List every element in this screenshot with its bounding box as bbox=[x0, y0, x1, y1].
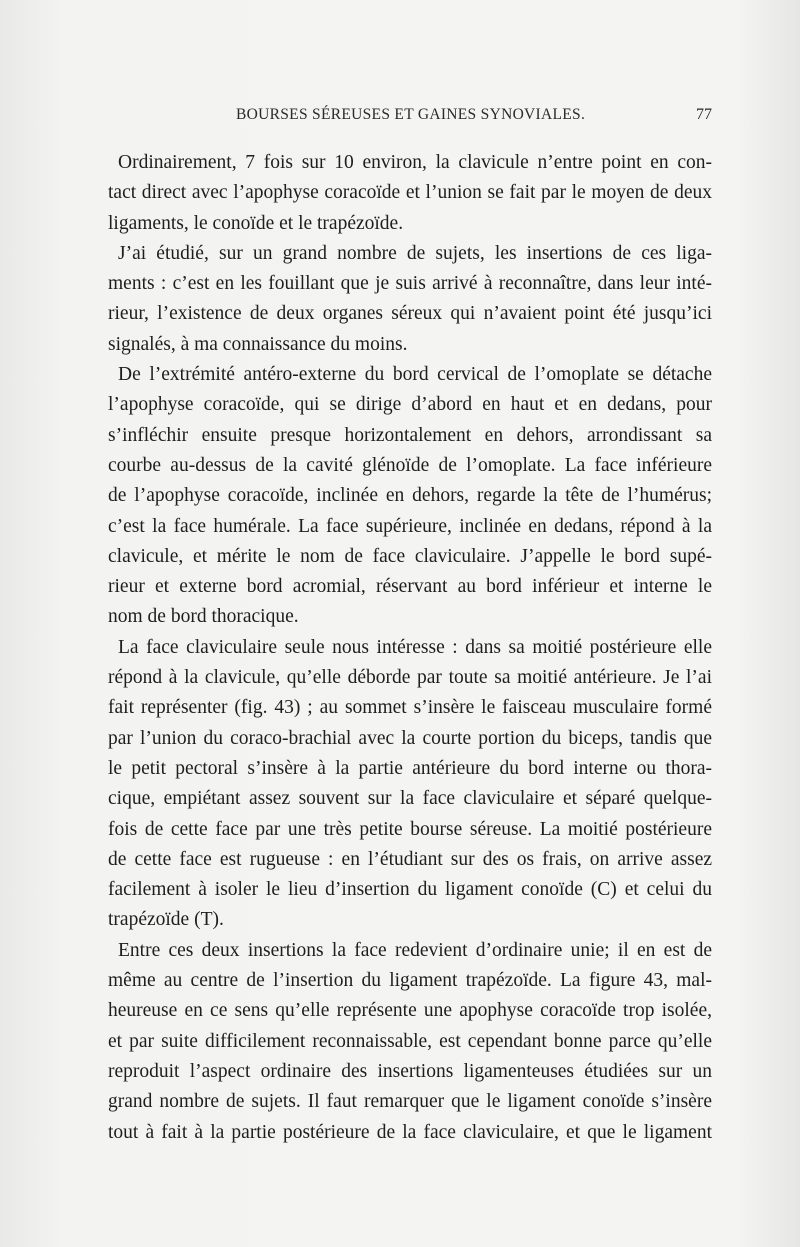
running-title: BOURSES SÉREUSES ET GAINES SYNOVIALES. bbox=[236, 106, 586, 123]
running-head bbox=[108, 106, 712, 130]
paragraph-4 bbox=[108, 633, 712, 936]
text-line: rieur, l’existence de deux organes séreux qui n’avaient point été jusqu’ici bbox=[108, 303, 712, 325]
text-line: ments : c’est en les fouillant que je suis arrivé à reconnaître, dans leur inté- bbox=[108, 273, 712, 295]
text-line: tact direct avec l’apophyse coracoïde et l’union se fait par le moyen de deux bbox=[108, 182, 712, 204]
text-line: J’ai étudié, sur un grand nombre de sujets, les insertions de ces liga- bbox=[118, 242, 712, 264]
paragraph-1 bbox=[108, 148, 712, 239]
text-line: grand nombre de sujets. Il faut remarquer que le ligament conoïde s’insère bbox=[108, 1091, 712, 1113]
text-line: De l’extrémité antéro-externe du bord cervical de l’omoplate se détache bbox=[118, 364, 712, 386]
text-line: et par suite difficilement reconnaissable, est cependant bonne parce qu’elle bbox=[108, 1030, 712, 1052]
text-line: Entre ces deux insertions la face redevient d’ordinaire unie; il en est de bbox=[118, 939, 712, 961]
text-line: signalés, à ma connaissance du moins. bbox=[108, 333, 408, 355]
text-line: La face claviculaire seule nous intéresse : dans sa moitié postérieure elle bbox=[118, 636, 712, 658]
text-line: courbe au-dessus de la cavité glénoïde de l’omoplate. La face inférieure bbox=[108, 454, 712, 476]
text-line: tout à fait à la partie postérieure de la face claviculaire, et que le ligament bbox=[108, 1121, 712, 1143]
text-line: le petit pectoral s’insère à la partie antérieure du bord interne ou thora- bbox=[108, 757, 712, 779]
text-line: facilement à isoler le lieu d’insertion du ligament conoïde (C) et celui du bbox=[108, 879, 712, 901]
text-line: fait représenter (fig. 43) ; au sommet s’insère le faisceau musculaire formé bbox=[108, 697, 712, 719]
text-line: cique, empiétant assez souvent sur la face claviculaire et séparé quelque- bbox=[108, 788, 712, 810]
text-line: reproduit l’aspect ordinaire des insertions ligamenteuses étudiées sur un bbox=[108, 1060, 712, 1082]
text-line: même au centre de l’insertion du ligament trapézoïde. La figure 43, mal- bbox=[108, 970, 712, 992]
text-line: Ordinairement, 7 fois sur 10 environ, la clavicule n’entre point en con- bbox=[118, 152, 712, 173]
text-line: par l’union du coraco-brachial avec la courte portion du biceps, tandis que bbox=[108, 727, 712, 749]
paragraph-3 bbox=[108, 360, 712, 633]
text-line: c’est la face humérale. La face supérieure, inclinée en dedans, répond à la bbox=[108, 515, 712, 537]
text-line: rieur et externe bord acromial, réservant au bord inférieur et interne le bbox=[108, 576, 712, 598]
text-line: ligaments, le conoïde et le trapézoïde. bbox=[108, 212, 404, 234]
text-line: heureuse en ce sens qu’elle représente une apophyse coracoïde trop isolée, bbox=[108, 1000, 712, 1022]
text-line: clavicule, et mérite le nom de face claviculaire. J’appelle le bord supé- bbox=[108, 545, 712, 567]
text-line: l’apophyse coracoïde, qui se dirige d’abord en haut et en dedans, pour bbox=[108, 394, 712, 416]
text-line: trapézoïde (T). bbox=[108, 909, 224, 931]
text-line: de l’apophyse coracoïde, inclinée en dehors, regarde la tête de l’humérus; bbox=[108, 485, 712, 507]
body-text bbox=[108, 148, 712, 1148]
paragraph-5 bbox=[108, 936, 712, 1148]
text-line: s’infléchir ensuite presque horizontalement en dehors, arrondissant sa bbox=[108, 424, 712, 446]
text-line: répond à la clavicule, qu’elle déborde par toute sa moitié antérieure. Je l’ai bbox=[108, 667, 712, 689]
text-line: nom de bord thoracique. bbox=[108, 606, 299, 628]
text-line: de cette face est rugueuse : en l’étudiant sur des os frais, on arrive assez bbox=[108, 848, 712, 870]
text-line: fois de cette face par une très petite bourse séreuse. La moitié postérieure bbox=[108, 818, 712, 840]
page-number: 77 bbox=[696, 106, 712, 123]
paragraph-2 bbox=[108, 239, 712, 360]
